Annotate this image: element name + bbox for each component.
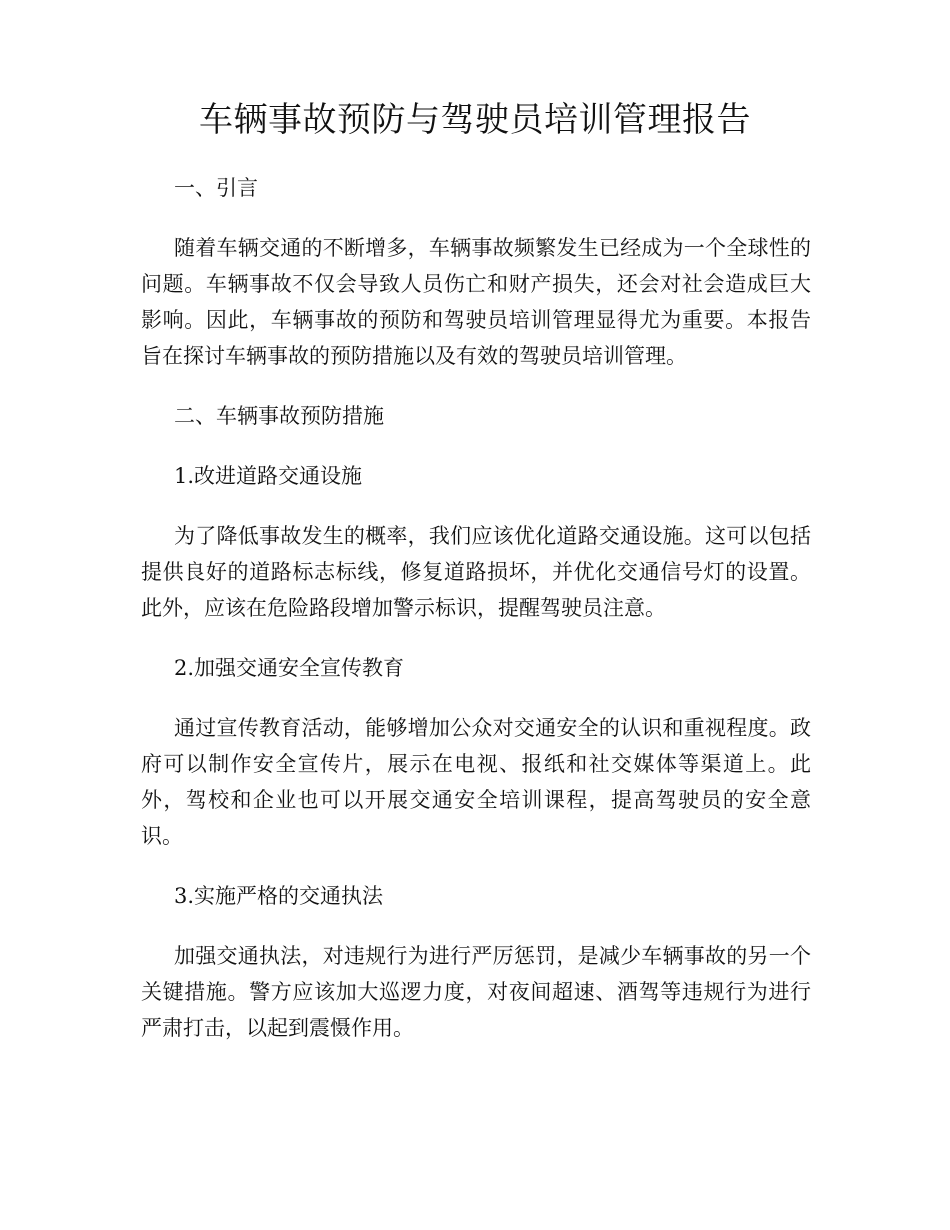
paragraph-safety-education: 通过宣传教育活动，能够增加公众对交通安全的认识和重视程度。政府可以制作安全宣传片，展示在电视、报纸和社交媒体等渠道上。此外，驾校和企业也可以开展交通安全培训课程，提高驾驶员的安全意识。 <box>141 716 811 848</box>
introduction-paragraph: 随着车辆交通的不断增多，车辆事故频繁发生已经成为一个全球性的问题。车辆事故不仅会导致人员伤亡和财产损失，还会对社会造成巨大影响。因此，车辆事故的预防和驾驶员培训管理显得尤为重要。本报告旨在探讨车辆事故的预防措施以及有效的驾驶员培训管理。 <box>141 236 811 368</box>
paragraph-road-facilities: 为了降低事故发生的概率，我们应该优化道路交通设施。这可以包括提供良好的道路标志标线，修复道路损坏，并优化交通信号灯的设置。此外，应该在危险路段增加警示标识，提醒驾驶员注意。 <box>141 524 811 620</box>
document-title: 车辆事故预防与驾驶员培训管理报告 <box>199 100 751 140</box>
subheading-road-facilities: 1.改进道路交通设施 <box>174 464 363 488</box>
section-heading-introduction: 一、引言 <box>174 176 258 200</box>
section-heading-prevention: 二、车辆事故预防措施 <box>174 404 384 428</box>
document-body <box>141 170 811 1070</box>
paragraph-traffic-enforcement: 加强交通执法，对违规行为进行严厉惩罚，是减少车辆事故的另一个关键措施。警方应该加大巡逻力度，对夜间超速、酒驾等违规行为进行严肃打击，以起到震慑作用。 <box>141 944 811 1040</box>
subheading-safety-education: 2.加强交通安全宣传教育 <box>174 656 405 680</box>
subheading-traffic-enforcement: 3.实施严格的交通执法 <box>174 884 384 908</box>
